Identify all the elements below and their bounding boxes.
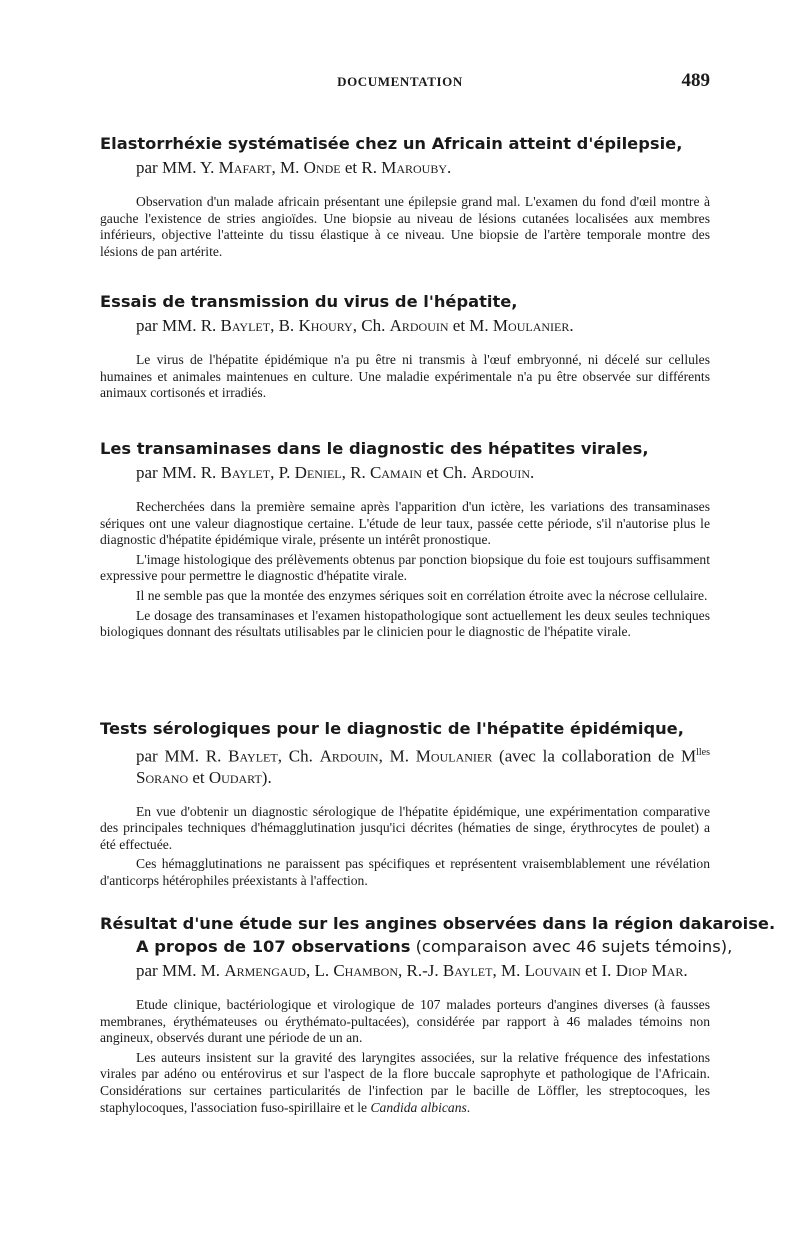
abstract-paragraph: Le dosage des transaminases et l'examen histopathologique sont actuellement les deux seules techniques biologiques donnant des résultats utilisables par le clinicien pour le diagnostic de l'hépatite virale. [100, 607, 710, 640]
article-abstract [100, 499, 710, 641]
abstract-paragraph: Les auteurs insistent sur la gravité des laryngites associées, sur la relative fréquence des infestations virales par adéno ou entérovirus et sur l'aspect de la flore buccale saprophyte et pathologique de l'Africain. Considérations sur certaines particularités de l'infection par le bacille de Löffler, les streptocoques, les staphylocoques, l'association fuso-spirillaire et le Candida albicans. [100, 1049, 710, 1115]
article-title: Résultat d'une étude sur les angines observées dans la région dakaroise. [100, 914, 776, 933]
page-number: 489 [681, 70, 710, 91]
article-authors: par MM. R. Baylet, P. Deniel, R. Camain et Ch. Ardouin. [136, 463, 535, 482]
abstract-paragraph: Recherchées dans la première semaine après l'apparition d'un ictère, les variations des transaminases sériques ont une valeur diagnostique certaine. L'étude de leur taux, passée cette période, s'il n'autorise plus le diagnostic d'hépatite épidémique virale, présente un intérêt pronostique. [100, 499, 710, 548]
article-title: Essais de transmission du virus de l'hépatite, [100, 292, 518, 311]
article-tests-serologiques [100, 717, 710, 893]
article-authors: par MM. R. Baylet, B. Khoury, Ch. Ardouin et M. Moulanier. [136, 316, 574, 335]
abstract-paragraph: En vue d'obtenir un diagnostic sérologique de l'hépatite épidémique, une expérimentation comparative des principales techniques d'hémagglutination jusqu'ici décrites (hématies de singe, érythrocytes de poulet) a été effectuée. [100, 803, 710, 852]
article-title-continued: A propos de 107 observations (comparaison avec 46 sujets témoins), [136, 937, 733, 956]
running-header [0, 70, 800, 94]
article-abstract [100, 804, 710, 890]
article-abstract [100, 352, 710, 402]
running-title: DOCUMENTATION [337, 74, 463, 89]
article-transaminases [100, 437, 710, 644]
abstract-paragraph: Observation d'un malade africain présentant une épilepsie grand mal. L'examen du fond d'œil montre à gauche l'existence de stries angioïdes. Une biopsie au niveau de lésions cutanées localisées aux membres inférieurs, objective l'atteinte du tissu élastique à ce niveau. Une biopsie de l'artère temporale montre des lésions de pan artérite. [100, 194, 710, 259]
article-title: Les transaminases dans le diagnostic des hépatites virales, [100, 439, 649, 458]
article-abstract [100, 194, 710, 260]
article-authors: par MM. Y. Mafart, M. Onde et R. Marouby. [136, 158, 452, 177]
article-title: Elastorrhéxie systématisée chez un Africain atteint d'épilepsie, [100, 134, 683, 153]
abstract-paragraph: Etude clinique, bactériologique et virologique de 107 malades porteurs d'angines diverses (à fausses membranes, érythémateuses ou érythémato-pultacées), considérée par rapport à 46 malades témoins non angineux, observés durant une période de un an. [100, 997, 710, 1046]
article-title: Tests sérologiques pour le diagnostic de l'hépatite épidémique, [100, 719, 684, 738]
abstract-paragraph: L'image histologique des prélèvements obtenus par ponction biopsique du foie est toujours suffisamment expressive pour permettre le diagnostic d'hépatite virale. [100, 551, 710, 584]
article-abstract [100, 997, 710, 1116]
article-elastorrhexie [100, 132, 710, 263]
article-authors: par MM. M. Armengaud, L. Chambon, R.-J. Baylet, M. Louvain et I. Diop Mar. [136, 961, 688, 980]
article-transmission-hepatite [100, 290, 710, 405]
abstract-paragraph: Le virus de l'hépatite épidémique n'a pu être ni transmis à l'œuf embryonné, ni décelé sur cellules humaines et animales maintenues en culture. Une maladie expérimentale n'a pu être observée sur différents animaux cortisonés et irradiés. [100, 352, 710, 401]
abstract-paragraph: Ces hémagglutinations ne paraissent pas spécifiques et représentent vraisemblablement une révélation d'anticorps hétérophiles préexistants à l'affection. [100, 856, 710, 889]
abstract-paragraph: Il ne semble pas que la montée des enzymes sériques soit en corrélation étroite avec la nécrose cellulaire. [136, 587, 708, 603]
article-angines-dakaroise [100, 912, 776, 1119]
article-authors: par MM. R. Baylet, Ch. Ardouin, M. Moulanier (avec la collaboration de $M^{lles}$ Sorano et Oudart). [136, 746, 711, 787]
